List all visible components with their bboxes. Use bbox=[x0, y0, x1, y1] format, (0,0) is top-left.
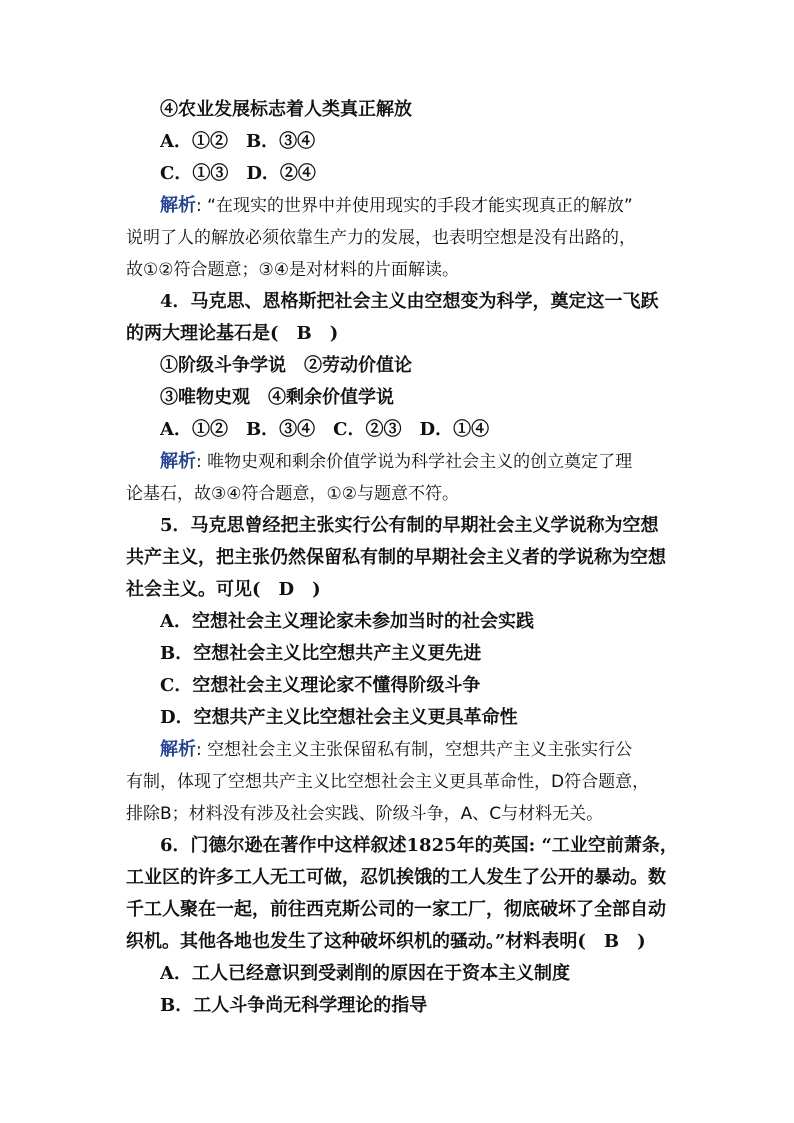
analysis-line bbox=[160, 190, 686, 222]
analysis-line: 有制，体现了空想共产主义比空想社会主义更具革命性，D符合题意， bbox=[126, 772, 650, 792]
question-line: 的两大理论基石是( B ) bbox=[126, 323, 339, 344]
choice-line: A．①② B．③④ C．②③ D．①④ bbox=[160, 419, 490, 440]
question-line: 织机。其他各地也发生了这种破坏织机的骚动。”材料表明( B ) bbox=[126, 931, 646, 952]
analysis-label: 解析 bbox=[160, 739, 196, 760]
analysis-text: : 空想社会主义主张保留私有制，空想共产主义主张实行公 bbox=[196, 740, 633, 760]
choice-line: D．空想共产主义比空想社会主义更具革命性 bbox=[160, 707, 518, 728]
analysis-line bbox=[160, 446, 686, 478]
analysis-label: 解析 bbox=[160, 451, 196, 472]
question-line: 千工人聚在一起，前往西克斯公司的一家工厂，彻底破坏了全部自动 bbox=[126, 899, 666, 920]
question-line: 5．马克思曾经把主张实行公有制的早期社会主义学说称为空想 bbox=[160, 515, 659, 536]
analysis-text: : “在现实的世界中并使用现实的手段才能实现真正的解放” bbox=[196, 196, 633, 216]
analysis-line bbox=[160, 734, 686, 766]
question-line: 工业区的许多工人无工可做，忍饥挨饿的工人发生了公开的暴动。数 bbox=[126, 867, 666, 888]
analysis-label: 解析 bbox=[160, 195, 196, 216]
choice-line: A．工人已经意识到受剥削的原因在于资本主义制度 bbox=[160, 963, 570, 984]
analysis-text: : 唯物史观和剩余价值学说为科学社会主义的创立奠定了理 bbox=[196, 452, 633, 472]
analysis-line: 说明了人的解放必须依靠生产力的发展，也表明空想是没有出路的， bbox=[126, 228, 636, 248]
choice-line: A．空想社会主义理论家未参加当时的社会实践 bbox=[160, 611, 534, 632]
choice-line: C．空想社会主义理论家不懂得阶级斗争 bbox=[160, 675, 481, 696]
question-line: 社会主义。可见( D ) bbox=[126, 579, 321, 600]
choice-line: C．①③ D．②④ bbox=[160, 163, 316, 184]
choice-line: A．①② B．③④ bbox=[160, 131, 316, 152]
option-line: ①阶级斗争学说 ②劳动价值论 bbox=[160, 355, 412, 376]
choice-line: B．工人斗争尚无科学理论的指导 bbox=[160, 995, 428, 1016]
question-line: 共产主义，把主张仍然保留私有制的早期社会主义者的学说称为空想 bbox=[126, 547, 666, 568]
analysis-line: 排除B；材料没有涉及社会实践、阶级斗争，A、C与材料无关。 bbox=[126, 804, 604, 824]
analysis-line: 故①②符合题意；③④是对材料的片面解读。 bbox=[126, 260, 459, 280]
question-line: 4．马克思、恩格斯把社会主义由空想变为科学，奠定这一飞跃 bbox=[160, 291, 659, 312]
option-line: ④农业发展标志着人类真正解放 bbox=[160, 99, 412, 120]
choice-line: B．空想社会主义比空想共产主义更先进 bbox=[160, 643, 482, 664]
analysis-line: 论基石，故③④符合题意，①②与题意不符。 bbox=[126, 484, 459, 504]
option-line: ③唯物史观 ④剩余价值学说 bbox=[160, 387, 394, 408]
question-line: 6．门德尔逊在著作中这样叙述1825年的英国: “工业空前萧条， bbox=[160, 835, 678, 856]
